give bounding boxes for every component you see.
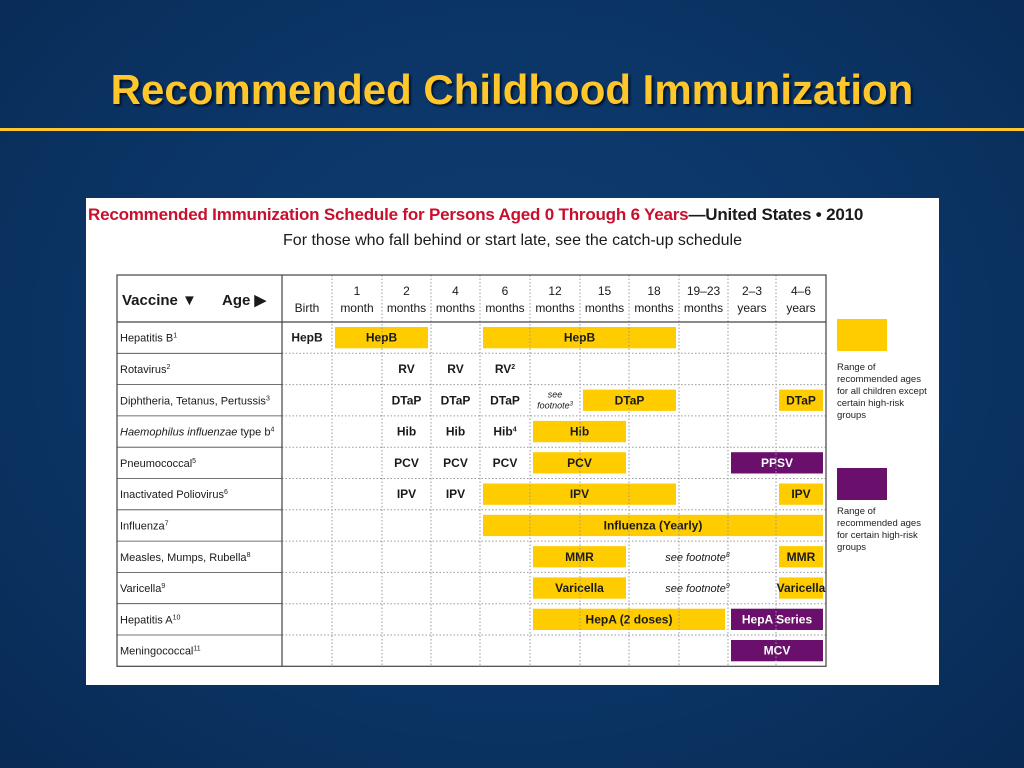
- schedule-bar-label: MMR: [565, 549, 594, 564]
- age-header-top: 2: [403, 284, 410, 298]
- schedule-bar-label: HepA (2 doses): [585, 612, 673, 627]
- vaccine-name: Meningococcal$^{11}$: [120, 645, 201, 658]
- vaccine-name: Hepatitis $A^{10}$: [120, 614, 181, 627]
- schedule-bar-label: MMR: [786, 549, 816, 564]
- title-underline: [0, 128, 1024, 131]
- footnote-note-bottom: footnote$^3$: [537, 400, 573, 411]
- age-header-bottom: months: [584, 301, 625, 315]
- age-header-top: 19–23: [686, 284, 721, 298]
- schedule-bar-label: Varicella: [776, 581, 826, 596]
- schedule-bar-label: Varicella: [555, 581, 604, 596]
- schedule-bar-label: DTaP: [614, 393, 645, 408]
- schedule-title-region: —United States • 2010: [688, 205, 864, 224]
- dose-cell: Hib$^4$: [493, 424, 517, 439]
- age-header-bottom: years: [737, 301, 767, 315]
- dose-cell: RV: [447, 361, 464, 376]
- age-header-top: 2–3: [741, 284, 763, 298]
- schedule-bar-label: MCV: [763, 643, 791, 658]
- dose-cell: $RV^2$: [494, 361, 516, 376]
- age-header-bottom: months: [386, 301, 427, 315]
- schedule-bar-label: HepB: [563, 330, 596, 345]
- dose-cell: IPV: [396, 487, 417, 502]
- dose-cell: RV: [398, 361, 415, 376]
- vaccine-name: Varicella$^9$: [120, 583, 166, 596]
- dose-cell: PCV: [443, 455, 468, 470]
- schedule-bar-label: PCV: [567, 455, 592, 470]
- legend-yellow-swatch: [837, 319, 887, 351]
- schedule-bar-label: IPV: [569, 487, 590, 502]
- schedule-panel: [86, 198, 939, 685]
- schedule-subtitle: For those who fall behind or start late, see the catch-up schedule: [283, 232, 742, 249]
- age-header-top: 15: [597, 284, 612, 298]
- schedule-bar-label: HepB: [365, 330, 398, 345]
- age-header-top: 18: [647, 284, 661, 298]
- footnote-note: see footnote$^9$: [665, 583, 730, 596]
- vaccine-name: Haemophilus influenzae type $b^4$: [120, 426, 275, 439]
- age-header-top: 12: [548, 284, 562, 298]
- age-header: Birth: [294, 301, 320, 315]
- vaccine-name: Pneumococcal$^5$: [120, 457, 197, 470]
- schedule-bar-label: Influenza (Yearly): [603, 518, 703, 533]
- schedule-bar-label: IPV: [791, 487, 811, 502]
- legend-yellow-text: Range of recommended ages for all children except certain high-risk groups: [837, 362, 927, 421]
- schedule-bar-label: Hib: [569, 424, 590, 439]
- footnote-note: see footnote$^8$: [665, 551, 730, 564]
- vaccine-name: Inactivated Poliovirus$^6$: [120, 489, 228, 502]
- age-header-bottom: months: [683, 301, 724, 315]
- age-header-bottom: months: [535, 301, 575, 315]
- vaccine-name: Influenza$^7$: [120, 520, 169, 533]
- schedule-bar-label: PPSV: [760, 455, 794, 470]
- age-header-bottom: months: [435, 301, 476, 315]
- schedule-bar-label: DTaP: [786, 393, 816, 408]
- vaccine-name: Rotavirus$^2$: [120, 363, 171, 376]
- schedule-bar-label: HepA Series: [741, 612, 813, 627]
- age-header-top: 4: [452, 284, 459, 298]
- table-border: [117, 275, 826, 666]
- legend-purple-text: Range of recommended ages for certain high-risk groups: [837, 506, 921, 553]
- legend-purple-swatch: [837, 468, 887, 500]
- dose-cell: Hib: [445, 424, 466, 439]
- age-header-top: 1: [353, 284, 361, 298]
- age-header-bottom: months: [634, 301, 674, 315]
- header-vaccine: Vaccine ▼: [122, 292, 197, 309]
- header-age: Age ▶: [222, 292, 267, 309]
- schedule-title-main: Recommended Immunization Schedule for Persons Aged 0 Through 6 Years: [88, 205, 689, 224]
- footnote-note-top: see: [547, 389, 563, 400]
- dose-cell: PCV: [394, 455, 419, 470]
- age-header-bottom: years: [786, 301, 816, 315]
- dose-cell: DTaP: [391, 393, 422, 408]
- vaccine-name: Diphtheria, Tetanus, Pertussis$^3$: [120, 395, 270, 408]
- age-header-bottom: month: [340, 301, 374, 315]
- dose-cell: DTaP: [440, 393, 471, 408]
- slide-title: Recommended Childhood Immunization: [110, 66, 914, 113]
- age-header-top: 4–6: [790, 284, 812, 298]
- vaccine-name: Measles, Mumps, Rubella$^8$: [120, 551, 251, 564]
- dose-cell: PCV: [492, 455, 518, 470]
- dose-cell: IPV: [445, 487, 466, 502]
- dose-cell: DTaP: [490, 393, 520, 408]
- vaccine-name: Hepatitis $B^1$: [120, 332, 178, 345]
- age-header-bottom: months: [485, 301, 525, 315]
- immunization-schedule-table: [86, 198, 939, 685]
- dose-cell: HepB: [291, 330, 323, 345]
- age-header-top: 6: [501, 284, 509, 298]
- dose-cell: Hib: [396, 424, 417, 439]
